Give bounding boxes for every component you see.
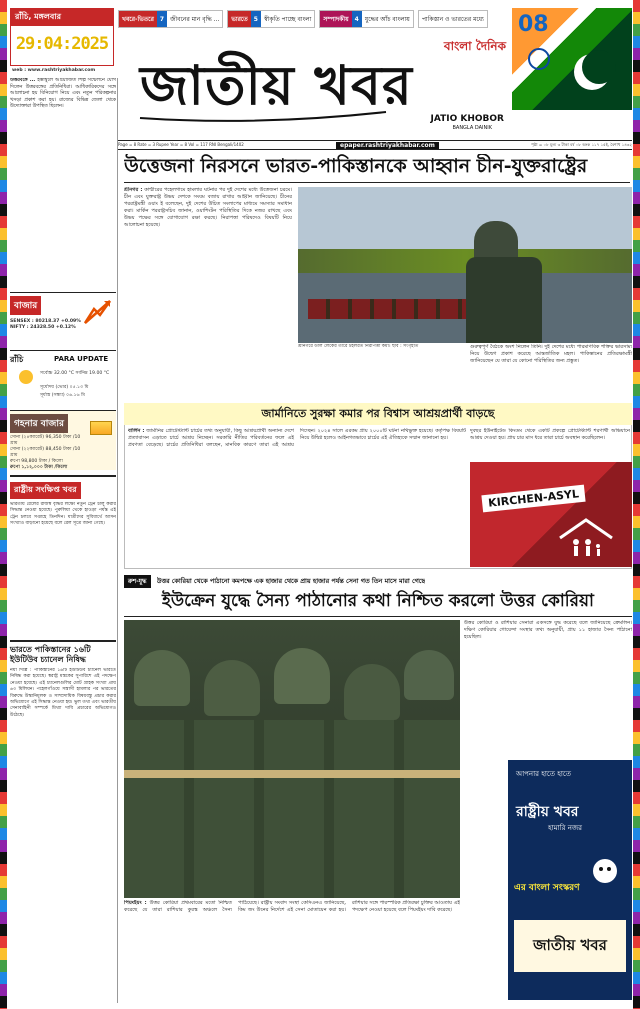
sunset: সূর্যাস্ত (সন্ধ্যা) ০৬.১৬ মি	[40, 393, 85, 398]
teaser-text: যুদ্ধের আঁচ বাংলায়	[364, 15, 410, 23]
lead-text: কাশ্মীরের পহেলগামে হামলার ঘটনার পর দুই দেশের মধ্যে উত্তেজনা চরমে। চীন এবং যুক্তরাষ্ট্র উভয় দেশকে সংযম বজায় রাখার আহ্বান জানিয়েছে। চীনের পররাষ্ট্রমন্ত্রী ওয়াং ই বলেছেন, দুই দেশের উচিত সংলাপের মাধ্যমে সমস্যার সমাধান করা। মার্কিন পররাষ্ট্রসচিব জানান, ওয়াশিংটন পরিস্থিতির দিকে নজর রাখছে এবং উভয় পক্ষের সঙ্গে যোগাযোগ রক্ষা করছে। নিরাপত্তা পরিষদেও বিষয়টি নিয়ে আলোচনা হয়েছে।	[124, 187, 292, 228]
market-title: বাজার	[10, 296, 41, 315]
crescent-shadow	[582, 50, 616, 84]
korea-headline[interactable]: ইউক্রেন যুদ্ধে সৈন্য পাঠানোর কথা নিশ্চিত করলো উত্তর কোরিয়া	[162, 591, 594, 611]
date-display: 29:04:2025	[15, 34, 109, 54]
left-intro-title: উত্তরবঙ্গে ...	[10, 78, 36, 83]
weather-temp: সর্বোচ্চ 32.00 °C সর্বনিম্ন 19.00 °C	[40, 371, 110, 376]
lead-side-text: গুরুত্বপূর্ণ বৈঠকে অংশ নিলেন তিনি। দুই দেশের মধ্যে পারমাণবিক শক্তির ভারসাম্য নিয়ে উদ্বেগ প্রকাশ করেছে আন্তর্জাতিক মহল। পাকিস্তানের প্রতিরক্ষামন্ত্রী জানিয়েছেন যে তারা যে কোনো পরিস্থিতির জন্য প্রস্তুত।	[470, 344, 632, 364]
soldier-helmet-5	[404, 650, 454, 700]
weather-city: রাঁচি	[10, 355, 24, 364]
teaser-page: 7	[157, 11, 167, 27]
chakra-icon	[528, 48, 550, 70]
germany-right-text: দুবছর ইউনাইটেড কিংডম থেকে একটি প্রকল্পে প্রোটেস্ট্যান্ট শরণার্থী অভিযানে আশ্রয় দেওয়া হয়। প্রায় চার মাস ধরে তারা চার্চে অবস্থান করেছিলেন।	[470, 428, 630, 441]
tagline: বাংলা দৈনিক	[443, 39, 506, 53]
gold-row-2: সোনা (২২ক্যারেট) 88,450 টাকা /10 গ্রাম	[10, 447, 81, 458]
teaser-page: 5	[251, 11, 261, 27]
lead-photo[interactable]	[298, 187, 632, 343]
meta-strip	[118, 140, 632, 150]
title-en: JATIO KHOBOR	[430, 114, 504, 124]
epaper-link[interactable]: epaper.rashtriyakhabar.com	[336, 142, 439, 149]
youtube-story	[10, 640, 116, 1000]
soldier-helmet-4	[344, 664, 400, 720]
sensex: SENSEX : 80218.37 +0.09%	[10, 319, 81, 324]
bull-icon	[82, 297, 112, 327]
date-box	[10, 8, 114, 66]
gold-row-3: রুপো 98,800 টাকা / কিলো	[10, 459, 63, 464]
germany-photo[interactable]	[470, 462, 632, 567]
website[interactable]: web : www.rashtriyakhabar.com	[12, 68, 96, 73]
title-swash	[138, 110, 388, 124]
teaser-2[interactable]	[227, 10, 315, 28]
left-color-bar	[0, 0, 7, 1009]
meta-left: Page = 8 Rate = 3 Rupee Year = 8 Vol = 117 RNI Bengali/1402	[118, 142, 244, 147]
right-color-bar	[633, 0, 640, 1009]
photo-trees	[298, 249, 632, 273]
korea-subhead: উত্তর কোরিয়া থেকে পাঠানো কমপক্ষে এক হাজার থেকে প্রায় হাজার পর্যন্ত সেনা গত তিন মাসে মারা গেছে	[156, 576, 426, 585]
left-intro-text	[10, 78, 116, 278]
top-teaser-bar	[118, 6, 506, 32]
column-divider	[117, 78, 118, 1003]
lead-body	[124, 187, 292, 399]
promo-number: 08	[518, 12, 549, 37]
soldier-helmet-1	[134, 650, 190, 706]
germany-dateline: বার্লিন :	[128, 428, 145, 434]
weather-label: PARA UPDATE	[54, 355, 109, 363]
lead-caption: শ্রীনগরে ডাল লেকের তীরে টহলরত নিরাপত্তা কর্মী। ছবি : সংগৃহীত	[298, 344, 419, 349]
youtube-text: নয়া দিল্লি : পাকিস্তানের ১৬টি ইউটিউব চ্যানেল ভারতে নিষিদ্ধ করা হয়েছে। স্বরাষ্ট্র মন্ত্রকের সুপারিশে এই পদক্ষেপ নেওয়া হয়েছে। এই চ্যানেলগুলির মোট গ্রাহক সংখ্যা প্রায় ৬৩ মিলিয়ন। পহেলগাঁওয়ে সন্ত্রাসী হামলার পর ভারতের বিরুদ্ধে উস্কানিমূলক ও সাম্প্রদায়িক বিষয়বস্তু প্রচার করার অভিযোগে এই সিদ্ধান্ত নেওয়া হয়। ভুল তথ্য এবং ভারতীয় সেনাবাহিনী সম্পর্কে মিথ্যা দাবি প্রচারের অভিযোগও উঠেছে।	[10, 668, 116, 718]
teaser-1[interactable]	[118, 10, 223, 28]
sunrise: সূর্যোদয় (ভোর) ০৫.১৩ মি	[40, 385, 89, 390]
ad-middle: এর বাংলা সংস্করণ	[514, 883, 580, 893]
korea-rule	[124, 616, 632, 617]
gold-title: গহনার বাজার	[10, 414, 68, 433]
ad-bottom: জাতীয় খবর	[514, 920, 626, 972]
teaser-key: খবরে-ভিতরে	[119, 11, 157, 27]
gold-row-1: সোনা (২৪ক্যারেট) 96,350 টাকা /10 গ্রাম	[10, 435, 81, 446]
gold-box	[10, 410, 116, 470]
lead-headline[interactable]: উত্তেজনা নিরসনে ভারত-পাকিস্তানকে আহ্বান চীন-যুক্তরাষ্ট্রের	[124, 155, 588, 177]
national-brief	[10, 475, 116, 640]
nifty: NIFTY : 24328.50 +0.12%	[10, 325, 76, 330]
korea-body	[124, 900, 460, 1002]
national-title: রাষ্ট্রীয় সংক্ষিপ্ত খবর	[10, 482, 81, 499]
newspaper-title: জাতীয় খবর	[140, 53, 413, 117]
meta-right: পৃষ্ঠা = ০৮ মূল্য ৩ টাকা বর্ষ ০৮ অংক ১১৭ ১৫ই, বৈশাখ ১৪৩২	[531, 142, 632, 147]
promo-flag-image[interactable]	[512, 8, 632, 110]
soldier-belts	[124, 770, 460, 778]
teaser-4[interactable]	[418, 10, 488, 28]
korea-subhead-row	[124, 574, 632, 588]
sun-icon	[14, 365, 38, 389]
korea-dateline: পিয়ংইয়ং :	[124, 900, 147, 906]
national-text: ভারতীয় রেলের রাজস্ব বৃদ্ধির লক্ষ্যে নতুন ট্রেন চালু করার সিদ্ধান্ত নেওয়া হয়েছে। পুরুলিয়া থেকে হাওড়া পর্যন্ত এই ট্রেন চলবে সপ্তাহে তিনদিন। যাত্রীদের সুবিধার্থে আসন সংখ্যাও বাড়ানো হয়েছে বলে রেল সূত্রে জানা গেছে।	[10, 502, 116, 527]
youtube-headline: ভারতে পাকিস্তানের ১৬টি ইউটিউব চ্যানেল নিষিদ্ধ	[10, 645, 91, 664]
ad-title: রাষ্ট্রীয় খবর	[516, 804, 579, 820]
soldier-helmet-2	[204, 660, 260, 716]
germany-body	[128, 428, 466, 566]
teaser-page: 4	[352, 11, 362, 27]
korea-kicker: রুশ-যুদ্ধ	[124, 575, 151, 588]
lead-rule	[124, 182, 630, 183]
soldier-helmet-3	[274, 648, 330, 704]
germany-headline-bar	[124, 403, 632, 425]
ad-sub: হামারি নজর	[548, 824, 582, 832]
silver-rate: রুপো ১,১২,০০০ টাকা /কিলো	[10, 465, 68, 470]
weather-box	[10, 350, 116, 410]
korea-text: উত্তর কোরিয়া প্রথমবারের মতো নিশ্চিত করেছে যে তারা রাশিয়ার কুরস্ক অঞ্চলে সৈন্য পাঠিয়েছে। রাষ্ট্রীয় সংবাদ সংস্থা কেসিএনএ জানিয়েছে, কিম জং উনের নির্দেশে এই সেনা মোতায়েন করা হয়। রাশিয়ার সঙ্গে পারস্পরিক প্রতিরক্ষা চুক্তির আওতায় এই পদক্ষেপ নেওয়া হয়েছে বলে পিয়ংইয়ং দাবি করেছে।	[124, 900, 460, 913]
ad-top: আপনার হাতে হাতে	[516, 770, 571, 778]
gold-bar-icon	[90, 421, 112, 435]
photo-soldier-helmet	[474, 221, 518, 261]
korea-right-text: উত্তর কোরিয়া ও রাশিয়ার সেনারা একসঙ্গে যুদ্ধ করেছে বলে জানিয়েছে ক্রেমলিন। দক্ষিণ কোরিয়ার গোয়েন্দা সংস্থার তথ্য অনুযায়ী, প্রায় ১১ হাজার সৈন্য পাঠানো হয়েছিল।	[464, 620, 632, 640]
teaser-text: পাকিস্তান ও ভারতের মধ্যে	[421, 15, 484, 23]
self-promo-ad[interactable]	[508, 760, 632, 1000]
family-shelter-icon	[556, 516, 616, 560]
mascot-icon	[590, 856, 620, 886]
korea-soldiers-photo[interactable]	[124, 620, 460, 898]
city-date: রাঁচি, মঙ্গলবার	[11, 9, 113, 26]
title-sub: BANGLA DAINIK	[452, 125, 492, 131]
lead-dateline: শ্রীনগর :	[124, 187, 143, 193]
germany-headline[interactable]: জার্মানিতে সুরক্ষা কমার পর বিশ্বাস আশ্রয়প্রার্থী বাড়ছে	[261, 406, 495, 420]
left-intro-body: ইস্তাম্বুলে আয়োজিত শিল্প সম্মেলনে যোগ দিলেন উত্তরবঙ্গের প্রতিনিধিরা। আধিকারিকদের সঙ্গে আলোচনা হয় বিনিয়োগ নিয়ে এবং নতুন পরিকল্পনার খসড়া প্রকাশ করা হয়। রাজ্যের বিভিন্ন জেলা থেকে উদ্যোক্তারা উপস্থিত ছিলেন।	[10, 78, 116, 110]
teaser-key: সম্পাদকীয়	[320, 11, 351, 27]
teaser-text: জীবনের মান বৃদ্ধি ...	[170, 15, 220, 23]
kirchen-asyl-sign: KIRCHEN-ASYL	[481, 485, 585, 513]
teaser-3[interactable]	[319, 10, 413, 28]
teaser-text: স্বীকৃতি পাচ্ছে বাংলা	[263, 15, 312, 23]
market-box	[10, 292, 116, 348]
germany-text: জার্মানির প্রোটেস্ট্যান্ট চার্চের তথ্য অনুযায়ী, কিছু আশ্রয়প্রার্থী অন্যান্য দেশে প্রত্যাবাসন এড়াতে চার্চে আশ্রয় নিচ্ছেন। সরকারি নীতির পরিবর্তনের ফলে এই প্রবণতা বেড়েছে। চার্চের প্রতিনিধিরা বলছেন, মানবিক কারণে তারা এই আশ্রয় দিচ্ছেন। ২০২৪ সালে এরকম প্রায় ২০০০টি ঘটনা নথিভুক্ত হয়েছে। কর্তৃপক্ষ বিষয়টি নিয়ে উদ্বিগ্ন হলেও আইনগতভাবে চার্চের এই ঐতিহ্যকে সম্মান জানানো হয়।	[128, 428, 466, 448]
soldier-uniforms	[124, 720, 460, 898]
masthead	[120, 34, 510, 138]
photo-soldier-body	[466, 257, 542, 343]
teaser-key: ভারতে	[228, 11, 250, 27]
